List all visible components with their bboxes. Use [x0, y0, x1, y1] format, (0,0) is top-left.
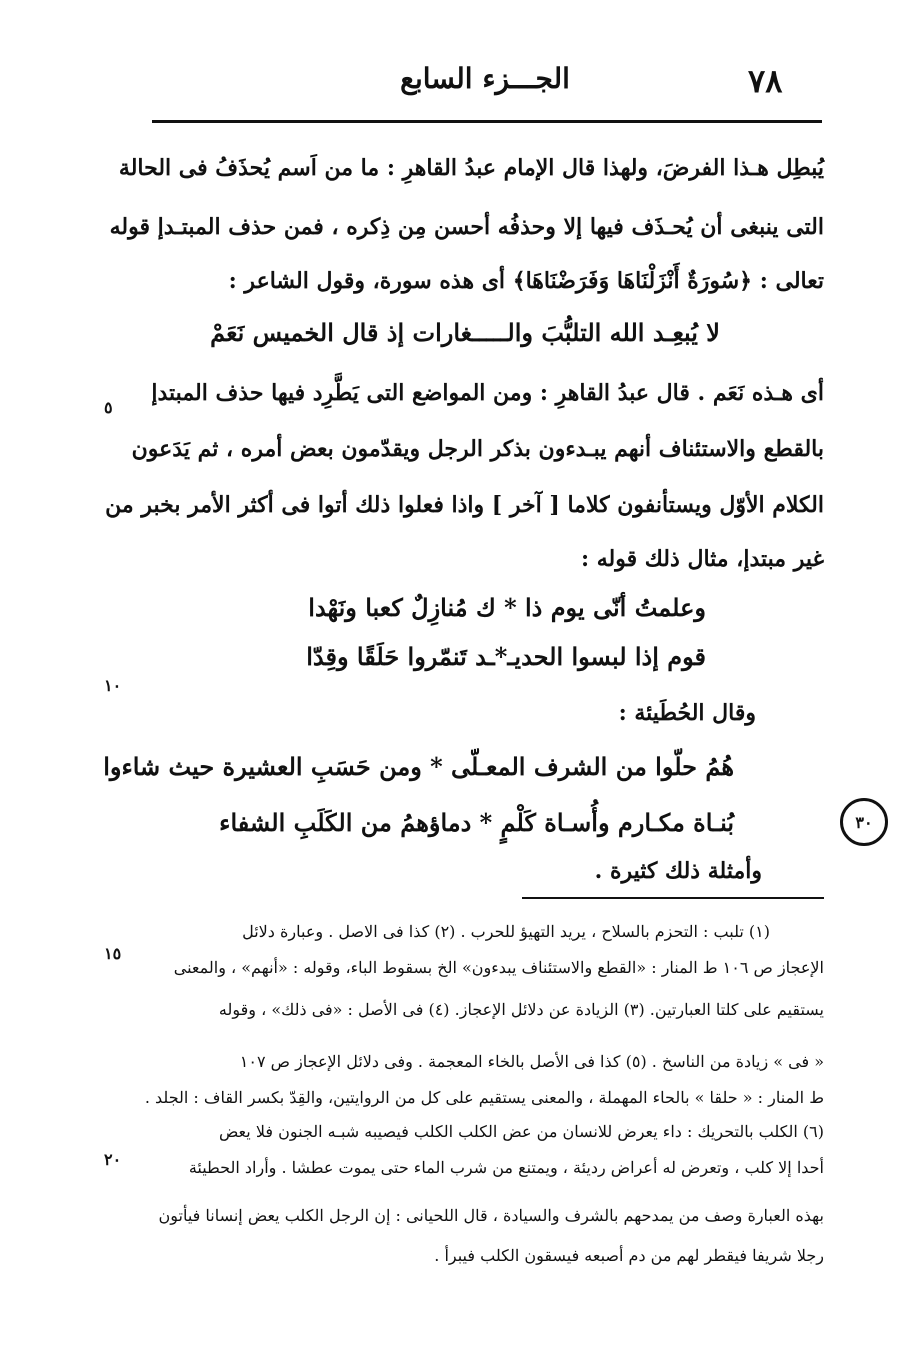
verse-line: لا يُبعِـد الله التلبُّبَ والـــــغارات إذ قال الخميس نَعَمْ: [210, 318, 720, 347]
footnote-line: الإعجاز ص ١٠٦ ط المنار : «القطع والاستئناف يبدءون» الخ بسقوط الباء، وقوله : «أنهم» ، والمعنى: [173, 958, 824, 977]
library-stamp: ٣٠: [840, 798, 888, 846]
body-line: تعالى : ﴿سُورَةٌ أَنْزَلْنَاهَا وَفَرَضْنَاهَا﴾ أى هذه سورة، وقول الشاعر :: [228, 268, 824, 294]
footnote-line: بهذه العبارة وصف من يمدحهم بالشرف والسيادة ، قال اللحيانى : إن الرجل الكلب يعض إنسانا فيأتون: [158, 1206, 824, 1225]
body-line: يُبطِل هـذا الفرضَ، ولهذا قال الإمام عبدُ القاهرِ : ما من اَسم يُحذَفُ فى الحالة: [118, 155, 824, 181]
verse-line: بُنـاة مكـارم وأُسـاة كَلْمٍ * دماؤهمُ من الكَلَبِ الشفاء: [219, 808, 734, 837]
footnote-line: أحدا إلا كلب ، وتعرض له أعراض رديئة ، ويمتنع من شرب الماء حتى يموت عطشا . وأراد الحطيئة: [188, 1158, 824, 1177]
footnote-rule: [522, 897, 824, 899]
footnote-line: « فى » زيادة من الناسخ . (٥) كذا فى الأصل بالخاء المعجمة . وفى دلائل الإعجاز ص ١٠٧: [239, 1052, 824, 1071]
body-line: وقال الحُطَيئة :: [618, 700, 756, 726]
running-title: الجـــزء السابع: [400, 62, 570, 95]
margin-number: ٢٠: [104, 1150, 122, 1169]
footnote-line: (٦) الكلب بالتحريك : داء يعرض للانسان من عض الكلب الكلب فيصيبه شبـه الجنون فلا يعض: [218, 1122, 824, 1141]
footnote-line: يستقيم على كلتا العبارتين. (٣) الزيادة عن دلائل الإعجاز. (٤) فى الأصل : «فى ذلك» ، وقوله: [218, 1000, 824, 1019]
body-line: التى ينبغى أن يُحـذَف فيها إلا وحذفُه أحسن مِن ذِكره ، فمن حذف المبتـدإ قوله: [109, 214, 824, 240]
body-line: غير مبتدإ، مثال ذلك قوله :: [580, 546, 824, 572]
footnote-line: رجلا شريفا فيقطر لهم من دم أصبعه فيسقون الكلب فيبرأ .: [434, 1246, 824, 1265]
margin-number: ١٠: [104, 676, 122, 695]
header-rule: [152, 120, 822, 123]
body-line: الكلام الأوّل ويستأنفون كلاما [ آخر ] واذا فعلوا ذلك أتوا فى أكثر الأمر بخبر من: [105, 492, 824, 518]
margin-number: ٥: [104, 398, 113, 417]
body-line: وأمثلة ذلك كثيرة .: [594, 858, 762, 884]
footnote-line: ط المنار : « حلقا » بالحاء المهملة ، والمعنى يستقيم على كل من الروايتين، والقِدّ بكسر القاف : الجلد .: [144, 1088, 824, 1107]
footnote-line: (١) تلبب : التحزم بالسلاح ، يريد التهيؤ للحرب . (٢) كذا فى الاصل . وعبارة دلائل: [242, 922, 770, 941]
body-line: بالقطع والاستئناف أنهم يبـدءون بذكر الرجل ويقدّمون بعض أمره ، ثم يَدَعون: [131, 436, 824, 462]
verse-line: وعلمتُ أنّى يوم ذا * ك مُنازِلٌ كعبا ونَهْدا: [308, 593, 706, 622]
body-line: أى هـذه نَعَم . قال عبدُ القاهرِ : ومن المواضع التى يَطَّرِد فيها حذف المبتدإ: [151, 380, 824, 406]
page-number: ٧٨: [748, 62, 783, 100]
verse-line: قوم إذا لبسوا الحديـ*ـد تَنمّروا حَلَقًا وقِدّا: [306, 642, 706, 671]
verse-line: هُمُ حلّوا من الشرف المعـلّى * ومن حَسَبِ العشيرة حيث شاءوا: [103, 752, 734, 781]
margin-number: ١٥: [104, 944, 122, 963]
